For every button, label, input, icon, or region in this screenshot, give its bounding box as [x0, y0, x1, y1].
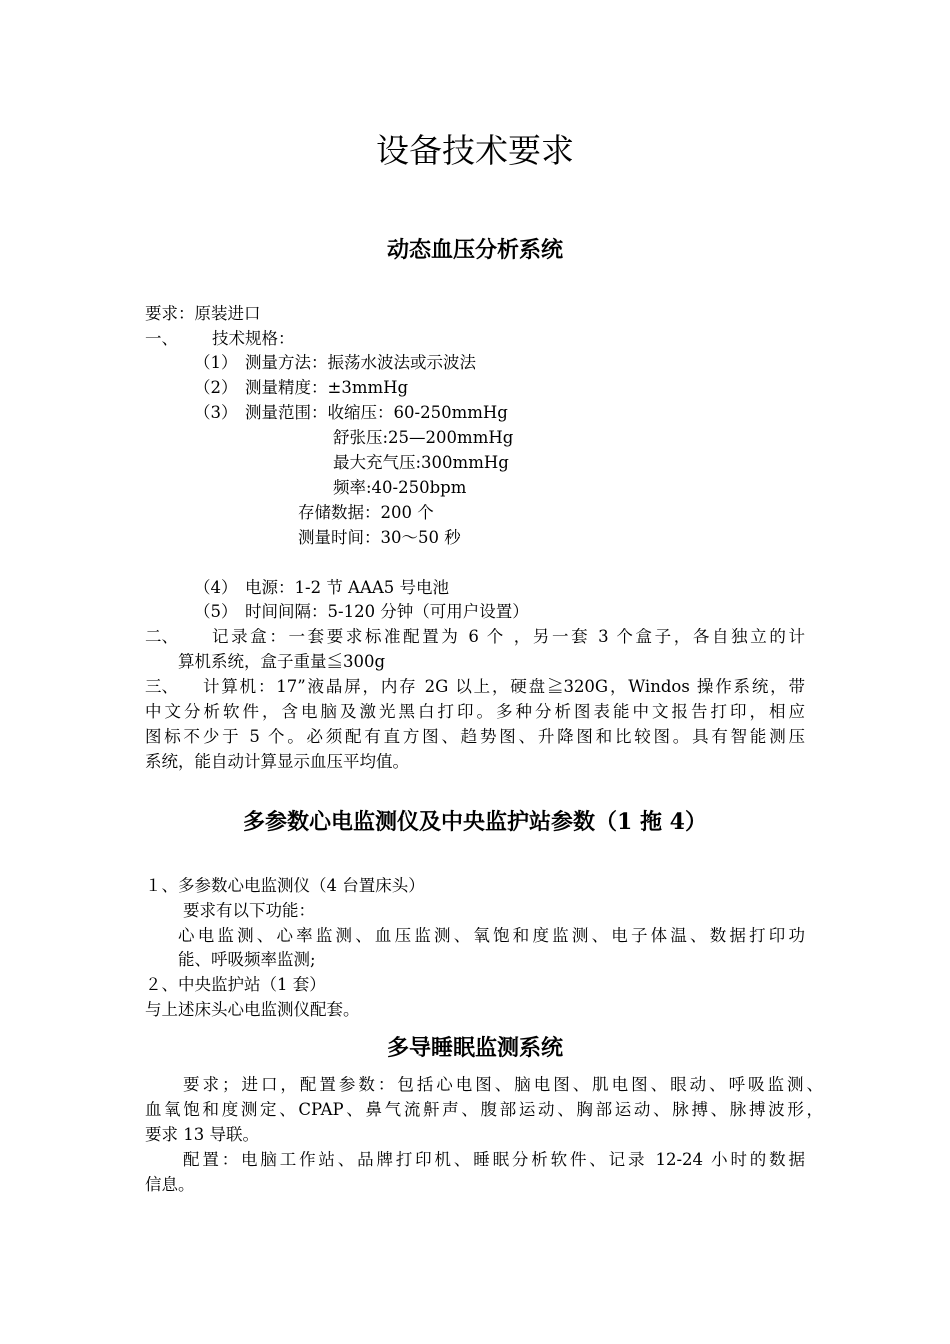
spec-number: （1）: [194, 353, 238, 372]
spec-subline: 舒张压:25—200mmHg: [333, 428, 514, 447]
item-text: 记录盒：一套要求标准配置为 6 个 ，另一套 3 个盒子，各自独立的计: [212, 627, 805, 646]
spec-subline: 频率:40-250bpm: [333, 478, 467, 497]
spec-number: （2）: [194, 378, 238, 397]
spec-text: 时间间隔：5-120 分钟（可用户设置）: [245, 602, 529, 621]
spec-number: （5）: [194, 602, 238, 621]
spec-text: 测量精度：±3mmHg: [245, 378, 409, 397]
item-text: 算机系统，盒子重量≦300g: [178, 652, 386, 671]
item-number: 二、: [145, 627, 178, 646]
spec-number: （4）: [194, 578, 238, 597]
paragraph-line: 血氧饱和度测定、CPAP、鼻气流鼾声、腹部运动、胸部运动、脉搏、脉搏波形，: [145, 1100, 823, 1119]
item-text: 中文分析软件，含电脑及激光黑白打印。多种分析图表能中文报告打印，相应: [145, 702, 805, 721]
list-item-text: 心电监测、心率监测、血压监测、氧饱和度监测、电子体温、数据打印功: [178, 926, 805, 945]
spec-subline: 存储数据：200 个: [298, 503, 434, 522]
spec-number: （3）: [194, 403, 238, 422]
section-heading-monitor: 多参数心电监测仪及中央监护站参数（1 拖 4）: [243, 809, 707, 835]
section-heading-psg: 多导睡眠监测系统: [386, 1035, 563, 1061]
list-item: ２、中央监护站（1 套）: [145, 975, 326, 994]
paragraph-line: 信息。: [145, 1175, 195, 1194]
item-text: 图标不少于 5 个。必须配有直方图、趋势图、升降图和比较图。具有智能测压: [145, 727, 805, 746]
list-item-text: 能、呼吸频率监测;: [178, 950, 316, 969]
spec-subline: 测量时间：30～50 秒: [298, 528, 461, 547]
spec-text: 电源：1-2 节 AAA5 号电池: [245, 578, 450, 597]
list-item-sub: 要求有以下功能：: [183, 901, 315, 920]
paragraph-line: 配置：电脑工作站、品牌打印机、睡眠分析软件、记录 12-24 小时的数据: [183, 1150, 805, 1169]
section-heading-abpm: 动态血压分析系统: [386, 237, 563, 263]
item-label: 技术规格：: [212, 329, 295, 348]
spec-text: 测量方法：振荡水波法或示波法: [245, 353, 476, 372]
list-item: １、多参数心电监测仪（4 台置床头）: [145, 876, 425, 895]
document-title: 设备技术要求: [376, 131, 574, 170]
requirement-line: 要求：原装进口: [145, 304, 261, 323]
item-number: 一、: [145, 329, 178, 348]
paragraph-line: 要求 13 导联。: [145, 1125, 259, 1144]
spec-subline: 最大充气压:300mmHg: [333, 453, 509, 472]
item-text: 计算机：17”液晶屏，内存 2G 以上，硬盘≧320G，Windos 操作系统，带: [203, 677, 805, 696]
paragraph-line: 要求；进口，配置参数：包括心电图、脑电图、肌电图、眼动、呼吸监测、: [183, 1075, 823, 1094]
list-item-text: 与上述床头心电监测仪配套。: [145, 1000, 360, 1019]
item-text: 系统，能自动计算显示血压平均值。: [145, 752, 409, 771]
item-number: 三、: [145, 677, 178, 696]
spec-text: 测量范围：收缩压：60-250mmHg: [245, 403, 508, 422]
